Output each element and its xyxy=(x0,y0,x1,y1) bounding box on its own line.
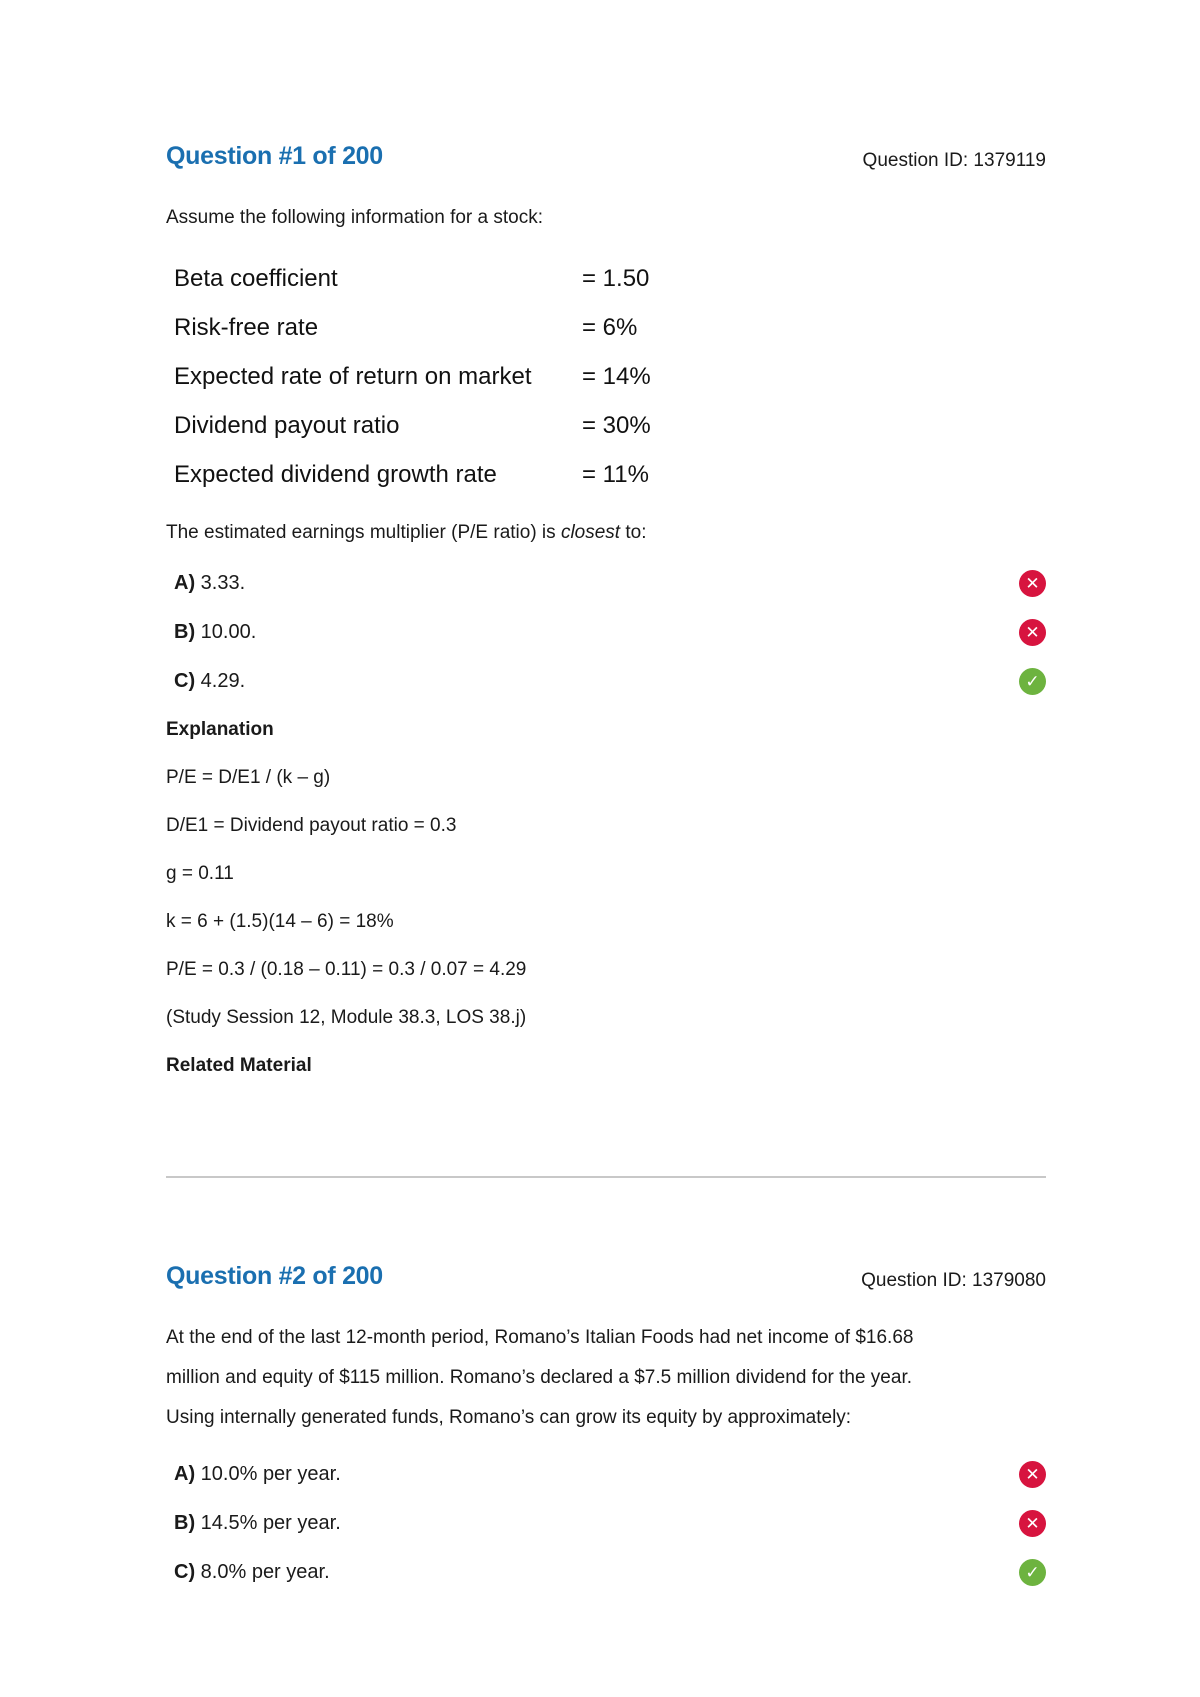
x-icon: ✕ xyxy=(1019,1510,1046,1537)
question-1 xyxy=(166,142,1046,1090)
info-label: Risk-free rate xyxy=(174,313,319,341)
answer-letter: B) xyxy=(174,1512,196,1534)
answer-list xyxy=(166,559,1046,706)
info-row xyxy=(174,254,651,303)
answer-option-b[interactable] xyxy=(166,608,1046,657)
stem-line: At the end of the last 12-month period, Romano’s Italian Foods had net income of $16.68 xyxy=(166,1327,914,1348)
question-divider xyxy=(166,1176,1046,1178)
prompt-text-end: to: xyxy=(620,522,647,543)
question-title: Question #1 of 200 xyxy=(166,142,383,170)
question-stem xyxy=(166,1318,1046,1438)
answer-option-c[interactable] xyxy=(166,657,1046,706)
question-2 xyxy=(166,1262,1046,1597)
answer-letter: C) xyxy=(174,670,196,692)
info-label: Expected dividend growth rate xyxy=(174,460,497,488)
related-material-link[interactable]: Related Material xyxy=(166,1055,312,1076)
explanation-line: P/E = 0.3 / (0.18 – 0.11) = 0.3 / 0.07 = 4.29 xyxy=(166,959,527,980)
question-title: Question #2 of 200 xyxy=(166,1262,383,1290)
answer-text: 10.00. xyxy=(200,621,257,643)
question-id: Question ID: 1379119 xyxy=(862,150,1046,171)
answer-option-c[interactable] xyxy=(166,1548,1046,1597)
answer-letter: A) xyxy=(174,572,196,594)
prompt-text: The estimated earnings multiplier (P/E ratio) is xyxy=(166,522,561,543)
prompt-emphasis: closest xyxy=(560,522,621,543)
info-row xyxy=(174,401,651,450)
answer-list xyxy=(166,1450,1046,1597)
explanation-line: D/E1 = Dividend payout ratio = 0.3 xyxy=(166,815,457,836)
info-label: Dividend payout ratio xyxy=(174,411,400,439)
info-row xyxy=(174,303,651,352)
explanation xyxy=(166,706,1046,1090)
stem-line: million and equity of $115 million. Romano’s declared a $7.5 million dividend for the year. xyxy=(166,1367,913,1388)
check-icon: ✓ xyxy=(1019,1559,1046,1586)
explanation-line: P/E = D/E1 / (k – g) xyxy=(166,767,331,788)
stem-line: Using internally generated funds, Romano’s can grow its equity by approximately: xyxy=(166,1407,852,1428)
answer-option-a[interactable] xyxy=(166,1450,1046,1499)
check-icon: ✓ xyxy=(1019,668,1046,695)
explanation-title: Explanation xyxy=(166,719,274,740)
info-label: Beta coefficient xyxy=(174,264,338,292)
stock-info-table xyxy=(174,254,651,499)
explanation-line: g = 0.11 xyxy=(166,863,234,884)
info-value: = 14% xyxy=(582,362,651,390)
answer-text: 14.5% per year. xyxy=(200,1512,341,1534)
answer-option-b[interactable] xyxy=(166,1499,1046,1548)
info-label: Expected rate of return on market xyxy=(174,362,532,390)
info-value: = 6% xyxy=(582,313,638,341)
answer-option-a[interactable] xyxy=(166,559,1046,608)
x-icon: ✕ xyxy=(1019,619,1046,646)
info-row xyxy=(174,352,651,401)
info-value: = 1.50 xyxy=(582,264,650,292)
question-id: Question ID: 1379080 xyxy=(861,1270,1046,1291)
x-icon: ✕ xyxy=(1019,570,1046,597)
answer-letter: C) xyxy=(174,1561,196,1583)
answer-text: 8.0% per year. xyxy=(200,1561,330,1583)
explanation-line: (Study Session 12, Module 38.3, LOS 38.j) xyxy=(166,1007,527,1028)
question-stem xyxy=(166,198,1046,238)
info-row xyxy=(174,450,651,499)
x-icon: ✕ xyxy=(1019,1461,1046,1488)
answer-text: 10.0% per year. xyxy=(200,1463,341,1485)
answer-text: 4.29. xyxy=(200,670,246,692)
info-value: = 30% xyxy=(582,411,651,439)
question-header xyxy=(166,1262,1046,1302)
answer-letter: A) xyxy=(174,1463,196,1485)
explanation-line: k = 6 + (1.5)(14 – 6) = 18% xyxy=(166,911,394,932)
question-intro: Assume the following information for a stock: xyxy=(166,207,544,228)
answer-letter: B) xyxy=(174,621,196,643)
answer-text: 3.33. xyxy=(200,572,246,594)
question-prompt xyxy=(166,513,1046,553)
info-value: = 11% xyxy=(582,460,649,488)
question-header xyxy=(166,142,1046,182)
